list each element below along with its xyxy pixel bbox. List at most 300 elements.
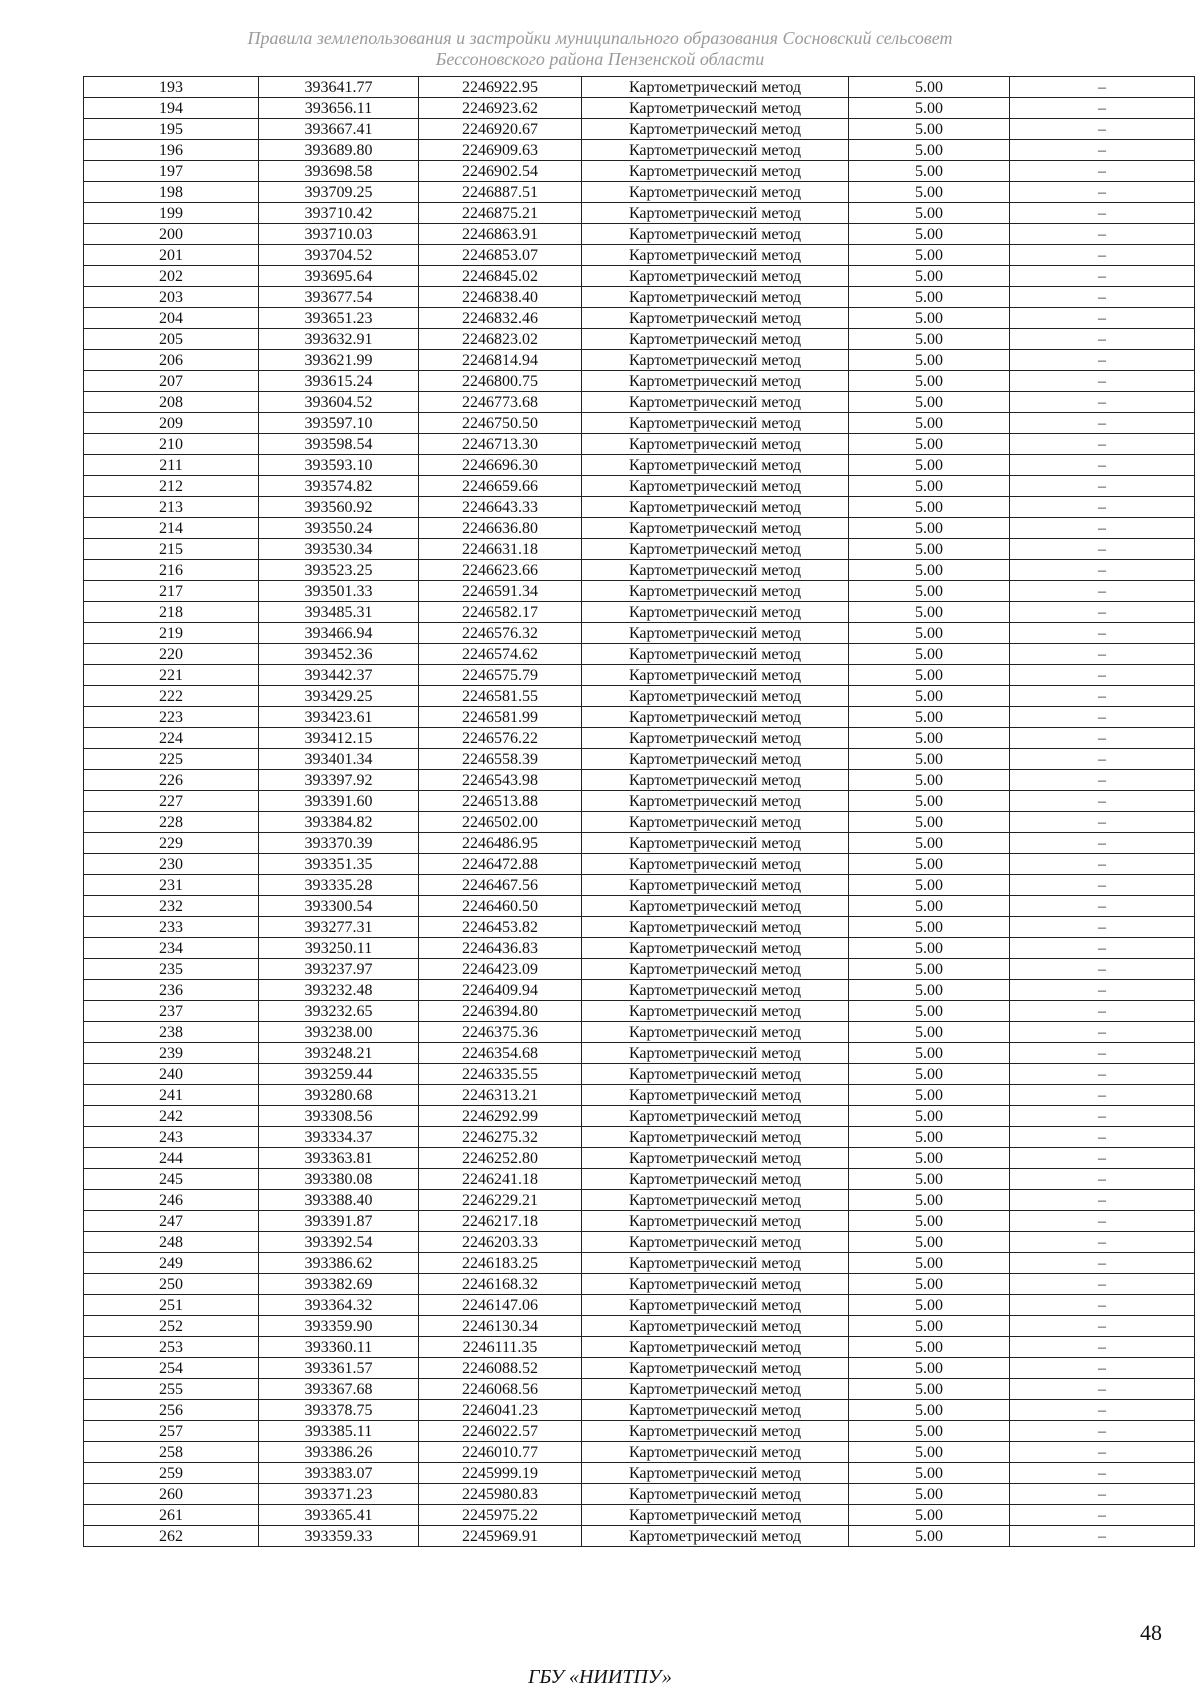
description-cell: –	[1010, 665, 1195, 686]
coordinate-x-cell: 393695.64	[259, 266, 419, 287]
point-number-cell: 236	[84, 980, 259, 1001]
coordinate-x-cell: 393550.24	[259, 518, 419, 539]
table-row	[84, 77, 1195, 98]
coordinate-x-cell: 393259.44	[259, 1064, 419, 1085]
coordinate-y-cell: 2246472.88	[419, 854, 582, 875]
header-line-1: Правила землепользования и застройки муниципального образования Сосновский сельсовет	[247, 28, 953, 48]
precision-cell: 5.00	[849, 644, 1010, 665]
description-cell: –	[1010, 1379, 1195, 1400]
table-row	[84, 350, 1195, 371]
coordinate-x-cell: 393423.61	[259, 707, 419, 728]
coordinate-y-cell: 2246543.98	[419, 770, 582, 791]
description-cell: –	[1010, 1295, 1195, 1316]
description-cell: –	[1010, 812, 1195, 833]
coordinate-y-cell: 2246623.66	[419, 560, 582, 581]
method-cell: Картометрический метод	[582, 413, 849, 434]
point-number-cell: 218	[84, 602, 259, 623]
table-row	[84, 1295, 1195, 1316]
table-row	[84, 896, 1195, 917]
description-cell: –	[1010, 980, 1195, 1001]
method-cell: Картометрический метод	[582, 812, 849, 833]
coordinate-x-cell: 393248.21	[259, 1043, 419, 1064]
coordinates-table	[83, 76, 1195, 1547]
precision-cell: 5.00	[849, 623, 1010, 644]
method-cell: Картометрический метод	[582, 1211, 849, 1232]
point-number-cell: 219	[84, 623, 259, 644]
coordinate-x-cell: 393371.23	[259, 1484, 419, 1505]
method-cell: Картометрический метод	[582, 686, 849, 707]
method-cell: Картометрический метод	[582, 665, 849, 686]
point-number-cell: 204	[84, 308, 259, 329]
coordinate-y-cell: 2246335.55	[419, 1064, 582, 1085]
point-number-cell: 196	[84, 140, 259, 161]
coordinate-x-cell: 393397.92	[259, 770, 419, 791]
method-cell: Картометрический метод	[582, 497, 849, 518]
table-row	[84, 1043, 1195, 1064]
method-cell: Картометрический метод	[582, 119, 849, 140]
coordinate-y-cell: 2246659.66	[419, 476, 582, 497]
coordinate-x-cell: 393382.69	[259, 1274, 419, 1295]
table-row	[84, 749, 1195, 770]
coordinate-y-cell: 2246354.68	[419, 1043, 582, 1064]
description-cell: –	[1010, 791, 1195, 812]
method-cell: Картометрический метод	[582, 392, 849, 413]
coordinate-x-cell: 393485.31	[259, 602, 419, 623]
point-number-cell: 241	[84, 1085, 259, 1106]
table-row	[84, 1253, 1195, 1274]
method-cell: Картометрический метод	[582, 1379, 849, 1400]
method-cell: Картометрический метод	[582, 245, 849, 266]
description-cell: –	[1010, 77, 1195, 98]
table-row	[84, 1379, 1195, 1400]
coordinate-x-cell: 393300.54	[259, 896, 419, 917]
point-number-cell: 209	[84, 413, 259, 434]
point-number-cell: 198	[84, 182, 259, 203]
coordinate-y-cell: 2246923.62	[419, 98, 582, 119]
description-cell: –	[1010, 518, 1195, 539]
coordinate-y-cell: 2246423.09	[419, 959, 582, 980]
point-number-cell: 217	[84, 581, 259, 602]
point-number-cell: 231	[84, 875, 259, 896]
coordinate-x-cell: 393501.33	[259, 581, 419, 602]
coordinate-y-cell: 2246041.23	[419, 1400, 582, 1421]
precision-cell: 5.00	[849, 812, 1010, 833]
table-row	[84, 686, 1195, 707]
method-cell: Картометрический метод	[582, 308, 849, 329]
precision-cell: 5.00	[849, 1190, 1010, 1211]
coordinate-x-cell: 393364.32	[259, 1295, 419, 1316]
point-number-cell: 201	[84, 245, 259, 266]
description-cell: –	[1010, 245, 1195, 266]
coordinate-y-cell: 2246591.34	[419, 581, 582, 602]
method-cell: Картометрический метод	[582, 182, 849, 203]
description-cell: –	[1010, 1127, 1195, 1148]
method-cell: Картометрический метод	[582, 623, 849, 644]
point-number-cell: 227	[84, 791, 259, 812]
description-cell: –	[1010, 413, 1195, 434]
precision-cell: 5.00	[849, 1379, 1010, 1400]
description-cell: –	[1010, 266, 1195, 287]
precision-cell: 5.00	[849, 917, 1010, 938]
coordinate-x-cell: 393677.54	[259, 287, 419, 308]
point-number-cell: 200	[84, 224, 259, 245]
coordinate-y-cell: 2246502.00	[419, 812, 582, 833]
point-number-cell: 249	[84, 1253, 259, 1274]
coordinate-y-cell: 2246460.50	[419, 896, 582, 917]
coordinate-x-cell: 393391.60	[259, 791, 419, 812]
point-number-cell: 257	[84, 1421, 259, 1442]
description-cell: –	[1010, 938, 1195, 959]
coordinate-y-cell: 2246636.80	[419, 518, 582, 539]
coordinate-x-cell: 393560.92	[259, 497, 419, 518]
point-number-cell: 202	[84, 266, 259, 287]
table-row	[84, 476, 1195, 497]
table-row	[84, 329, 1195, 350]
coordinate-y-cell: 2246631.18	[419, 539, 582, 560]
description-cell: –	[1010, 644, 1195, 665]
precision-cell: 5.00	[849, 350, 1010, 371]
precision-cell: 5.00	[849, 1505, 1010, 1526]
coordinate-y-cell: 2246922.95	[419, 77, 582, 98]
description-cell: –	[1010, 728, 1195, 749]
method-cell: Картометрический метод	[582, 1064, 849, 1085]
coordinate-x-cell: 393334.37	[259, 1127, 419, 1148]
method-cell: Картометрический метод	[582, 1022, 849, 1043]
point-number-cell: 251	[84, 1295, 259, 1316]
description-cell: –	[1010, 833, 1195, 854]
coordinate-x-cell: 393384.82	[259, 812, 419, 833]
precision-cell: 5.00	[849, 959, 1010, 980]
point-number-cell: 232	[84, 896, 259, 917]
coordinate-x-cell: 393401.34	[259, 749, 419, 770]
precision-cell: 5.00	[849, 140, 1010, 161]
coordinate-x-cell: 393277.31	[259, 917, 419, 938]
method-cell: Картометрический метод	[582, 1442, 849, 1463]
point-number-cell: 256	[84, 1400, 259, 1421]
method-cell: Картометрический метод	[582, 1085, 849, 1106]
description-cell: –	[1010, 1484, 1195, 1505]
table-row	[84, 938, 1195, 959]
table-row	[84, 518, 1195, 539]
precision-cell: 5.00	[849, 308, 1010, 329]
description-cell: –	[1010, 1274, 1195, 1295]
method-cell: Картометрический метод	[582, 1127, 849, 1148]
table-row	[84, 1169, 1195, 1190]
method-cell: Картометрический метод	[582, 728, 849, 749]
coordinate-y-cell: 2246853.07	[419, 245, 582, 266]
point-number-cell: 243	[84, 1127, 259, 1148]
point-number-cell: 250	[84, 1274, 259, 1295]
coordinate-y-cell: 2246068.56	[419, 1379, 582, 1400]
precision-cell: 5.00	[849, 1148, 1010, 1169]
description-cell: –	[1010, 1526, 1195, 1547]
precision-cell: 5.00	[849, 245, 1010, 266]
precision-cell: 5.00	[849, 476, 1010, 497]
table-row	[84, 287, 1195, 308]
method-cell: Картометрический метод	[582, 371, 849, 392]
precision-cell: 5.00	[849, 896, 1010, 917]
coordinate-x-cell: 393361.57	[259, 1358, 419, 1379]
description-cell: –	[1010, 1505, 1195, 1526]
method-cell: Картометрический метод	[582, 791, 849, 812]
table-row	[84, 161, 1195, 182]
description-cell: –	[1010, 203, 1195, 224]
coordinate-x-cell: 393412.15	[259, 728, 419, 749]
coordinate-y-cell: 2246920.67	[419, 119, 582, 140]
method-cell: Картометрический метод	[582, 1484, 849, 1505]
description-cell: –	[1010, 1211, 1195, 1232]
coordinate-x-cell: 393232.48	[259, 980, 419, 1001]
coordinate-y-cell: 2246575.79	[419, 665, 582, 686]
coordinate-y-cell: 2246838.40	[419, 287, 582, 308]
table-row	[84, 1358, 1195, 1379]
precision-cell: 5.00	[849, 854, 1010, 875]
coordinate-x-cell: 393388.40	[259, 1190, 419, 1211]
precision-cell: 5.00	[849, 1085, 1010, 1106]
point-number-cell: 215	[84, 539, 259, 560]
precision-cell: 5.00	[849, 287, 1010, 308]
coordinate-y-cell: 2246409.94	[419, 980, 582, 1001]
description-cell: –	[1010, 1253, 1195, 1274]
precision-cell: 5.00	[849, 791, 1010, 812]
description-cell: –	[1010, 1106, 1195, 1127]
method-cell: Картометрический метод	[582, 203, 849, 224]
document-header	[0, 28, 1200, 70]
table-row	[84, 1211, 1195, 1232]
table-row	[84, 728, 1195, 749]
coordinate-x-cell: 393709.25	[259, 182, 419, 203]
precision-cell: 5.00	[849, 182, 1010, 203]
coordinate-x-cell: 393392.54	[259, 1232, 419, 1253]
precision-cell: 5.00	[849, 665, 1010, 686]
table-row	[84, 1337, 1195, 1358]
coordinate-x-cell: 393383.07	[259, 1463, 419, 1484]
point-number-cell: 239	[84, 1043, 259, 1064]
table-row	[84, 875, 1195, 896]
point-number-cell: 224	[84, 728, 259, 749]
coordinate-y-cell: 2246713.30	[419, 434, 582, 455]
coordinate-x-cell: 393689.80	[259, 140, 419, 161]
coordinate-x-cell: 393391.87	[259, 1211, 419, 1232]
description-cell: –	[1010, 350, 1195, 371]
table-row	[84, 245, 1195, 266]
coordinate-y-cell: 2245999.19	[419, 1463, 582, 1484]
coordinate-x-cell: 393698.58	[259, 161, 419, 182]
precision-cell: 5.00	[849, 980, 1010, 1001]
precision-cell: 5.00	[849, 203, 1010, 224]
precision-cell: 5.00	[849, 1316, 1010, 1337]
coordinate-x-cell: 393386.26	[259, 1442, 419, 1463]
coordinate-x-cell: 393429.25	[259, 686, 419, 707]
point-number-cell: 255	[84, 1379, 259, 1400]
coordinate-y-cell: 2246229.21	[419, 1190, 582, 1211]
method-cell: Картометрический метод	[582, 959, 849, 980]
coordinate-y-cell: 2246800.75	[419, 371, 582, 392]
coordinate-x-cell: 393335.28	[259, 875, 419, 896]
point-number-cell: 206	[84, 350, 259, 371]
coordinate-y-cell: 2246558.39	[419, 749, 582, 770]
table-row	[84, 959, 1195, 980]
table-row	[84, 812, 1195, 833]
description-cell: –	[1010, 686, 1195, 707]
page-number: 48	[1140, 1620, 1162, 1645]
table-row	[84, 1190, 1195, 1211]
precision-cell: 5.00	[849, 266, 1010, 287]
point-number-cell: 228	[84, 812, 259, 833]
coordinate-y-cell: 2246902.54	[419, 161, 582, 182]
description-cell: –	[1010, 1190, 1195, 1211]
table-row	[84, 1127, 1195, 1148]
method-cell: Картометрический метод	[582, 1337, 849, 1358]
point-number-cell: 247	[84, 1211, 259, 1232]
method-cell: Картометрический метод	[582, 1358, 849, 1379]
method-cell: Картометрический метод	[582, 98, 849, 119]
table-row	[84, 266, 1195, 287]
table-row	[84, 392, 1195, 413]
precision-cell: 5.00	[849, 1442, 1010, 1463]
precision-cell: 5.00	[849, 1421, 1010, 1442]
coordinate-x-cell: 393710.03	[259, 224, 419, 245]
precision-cell: 5.00	[849, 1484, 1010, 1505]
description-cell: –	[1010, 329, 1195, 350]
coordinate-x-cell: 393656.11	[259, 98, 419, 119]
point-number-cell: 258	[84, 1442, 259, 1463]
method-cell: Картометрический метод	[582, 1148, 849, 1169]
description-cell: –	[1010, 875, 1195, 896]
description-cell: –	[1010, 959, 1195, 980]
table-row	[84, 560, 1195, 581]
coordinate-y-cell: 2246010.77	[419, 1442, 582, 1463]
method-cell: Картометрический метод	[582, 1463, 849, 1484]
point-number-cell: 230	[84, 854, 259, 875]
method-cell: Картометрический метод	[582, 224, 849, 245]
table-row	[84, 308, 1195, 329]
method-cell: Картометрический метод	[582, 161, 849, 182]
description-cell: –	[1010, 392, 1195, 413]
precision-cell: 5.00	[849, 1043, 1010, 1064]
method-cell: Картометрический метод	[582, 1253, 849, 1274]
coordinate-x-cell: 393360.11	[259, 1337, 419, 1358]
precision-cell: 5.00	[849, 1022, 1010, 1043]
description-cell: –	[1010, 1316, 1195, 1337]
coordinate-x-cell: 393250.11	[259, 938, 419, 959]
point-number-cell: 253	[84, 1337, 259, 1358]
precision-cell: 5.00	[849, 749, 1010, 770]
coordinate-y-cell: 2246168.32	[419, 1274, 582, 1295]
method-cell: Картометрический метод	[582, 707, 849, 728]
precision-cell: 5.00	[849, 1253, 1010, 1274]
table-row	[84, 1001, 1195, 1022]
point-number-cell: 212	[84, 476, 259, 497]
precision-cell: 5.00	[849, 1211, 1010, 1232]
coordinate-y-cell: 2246241.18	[419, 1169, 582, 1190]
coordinate-x-cell: 393232.65	[259, 1001, 419, 1022]
precision-cell: 5.00	[849, 224, 1010, 245]
coordinate-y-cell: 2246486.95	[419, 833, 582, 854]
coordinate-y-cell: 2246394.80	[419, 1001, 582, 1022]
point-number-cell: 205	[84, 329, 259, 350]
description-cell: –	[1010, 371, 1195, 392]
method-cell: Картометрический метод	[582, 539, 849, 560]
footer-organization: ГБУ «НИИТПУ»	[528, 1666, 672, 1688]
point-number-cell: 254	[84, 1358, 259, 1379]
coordinate-x-cell: 393641.77	[259, 77, 419, 98]
coordinate-y-cell: 2246887.51	[419, 182, 582, 203]
table-row	[84, 1400, 1195, 1421]
description-cell: –	[1010, 1169, 1195, 1190]
method-cell: Картометрический метод	[582, 287, 849, 308]
table-row	[84, 224, 1195, 245]
table-row	[84, 434, 1195, 455]
coordinate-y-cell: 2246130.34	[419, 1316, 582, 1337]
table-row	[84, 623, 1195, 644]
point-number-cell: 193	[84, 77, 259, 98]
precision-cell: 5.00	[849, 560, 1010, 581]
description-cell: –	[1010, 602, 1195, 623]
description-cell: –	[1010, 287, 1195, 308]
point-number-cell: 222	[84, 686, 259, 707]
description-cell: –	[1010, 1001, 1195, 1022]
coordinate-x-cell: 393380.08	[259, 1169, 419, 1190]
description-cell: –	[1010, 1064, 1195, 1085]
coordinate-x-cell: 393704.52	[259, 245, 419, 266]
description-cell: –	[1010, 917, 1195, 938]
point-number-cell: 234	[84, 938, 259, 959]
coordinate-x-cell: 393237.97	[259, 959, 419, 980]
point-number-cell: 197	[84, 161, 259, 182]
coordinate-y-cell: 2246814.94	[419, 350, 582, 371]
coordinate-y-cell: 2246203.33	[419, 1232, 582, 1253]
coordinate-x-cell: 393710.42	[259, 203, 419, 224]
point-number-cell: 213	[84, 497, 259, 518]
description-cell: –	[1010, 140, 1195, 161]
table-row	[84, 1022, 1195, 1043]
precision-cell: 5.00	[849, 497, 1010, 518]
method-cell: Картометрический метод	[582, 917, 849, 938]
coordinate-y-cell: 2246088.52	[419, 1358, 582, 1379]
description-cell: –	[1010, 581, 1195, 602]
table-row	[84, 854, 1195, 875]
coordinate-y-cell: 2245969.91	[419, 1526, 582, 1547]
table-row	[84, 1232, 1195, 1253]
coordinate-x-cell: 393621.99	[259, 350, 419, 371]
description-cell: –	[1010, 1442, 1195, 1463]
description-cell: –	[1010, 161, 1195, 182]
table-row	[84, 1274, 1195, 1295]
method-cell: Картометрический метод	[582, 560, 849, 581]
method-cell: Картометрический метод	[582, 1526, 849, 1547]
table-row	[84, 707, 1195, 728]
table-row	[84, 371, 1195, 392]
precision-cell: 5.00	[849, 1232, 1010, 1253]
point-number-cell: 246	[84, 1190, 259, 1211]
precision-cell: 5.00	[849, 1463, 1010, 1484]
method-cell: Картометрический метод	[582, 77, 849, 98]
method-cell: Картометрический метод	[582, 1106, 849, 1127]
point-number-cell: 221	[84, 665, 259, 686]
method-cell: Картометрический метод	[582, 140, 849, 161]
coordinate-x-cell: 393385.11	[259, 1421, 419, 1442]
point-number-cell: 207	[84, 371, 259, 392]
method-cell: Картометрический метод	[582, 749, 849, 770]
table-row	[84, 140, 1195, 161]
description-cell: –	[1010, 224, 1195, 245]
precision-cell: 5.00	[849, 1274, 1010, 1295]
coordinate-y-cell: 2246832.46	[419, 308, 582, 329]
coordinate-x-cell: 393452.36	[259, 644, 419, 665]
precision-cell: 5.00	[849, 1358, 1010, 1379]
coordinate-y-cell: 2246581.55	[419, 686, 582, 707]
